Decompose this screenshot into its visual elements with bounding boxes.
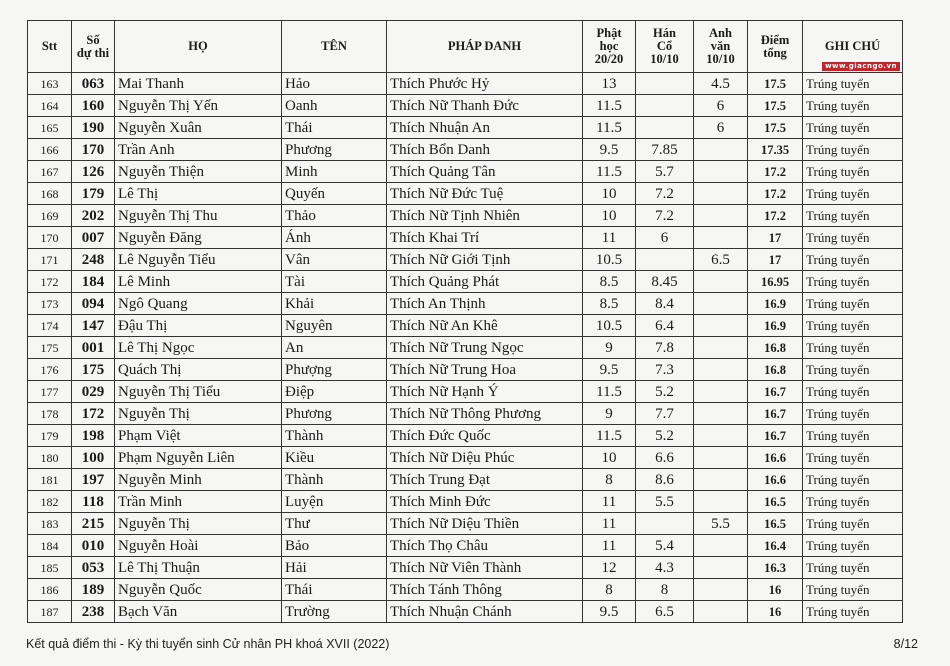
cell-ho: Ngô Quang: [115, 293, 282, 315]
table-row: [28, 359, 903, 381]
cell-ten: Luyện: [282, 491, 387, 513]
cell-ho: Nguyễn Thiện: [115, 161, 282, 183]
cell-ho: Quách Thị: [115, 359, 282, 381]
cell-sbd: 197: [72, 469, 115, 491]
cell-diem-tong: 17: [748, 249, 803, 271]
cell-phap-danh: Thích Quảng Phát: [387, 271, 583, 293]
cell-diem-tong: 16.6: [748, 447, 803, 469]
cell-stt: 164: [28, 95, 72, 117]
cell-sbd: 053: [72, 557, 115, 579]
cell-phat-hoc: 8.5: [583, 271, 636, 293]
cell-phap-danh: Thích Phước Hỷ: [387, 73, 583, 95]
cell-ho: Lê Thị: [115, 183, 282, 205]
cell-diem-tong: 16.9: [748, 293, 803, 315]
cell-ho: Nguyễn Quốc: [115, 579, 282, 601]
table-row: [28, 513, 903, 535]
cell-phap-danh: Thích Minh Đức: [387, 491, 583, 513]
cell-ten: Vân: [282, 249, 387, 271]
cell-anh-van: [694, 601, 748, 623]
cell-phat-hoc: 9: [583, 337, 636, 359]
cell-phap-danh: Thích Nữ Đức Tuệ: [387, 183, 583, 205]
cell-ho: Nguyễn Đăng: [115, 227, 282, 249]
table-row: [28, 601, 903, 623]
cell-han-co: 6.6: [636, 447, 694, 469]
header-han-co: Hán Cổ 10/10: [636, 21, 694, 73]
cell-sbd: 215: [72, 513, 115, 535]
cell-phap-danh: Thích Nữ Thông Phương: [387, 403, 583, 425]
cell-diem-tong: 16.5: [748, 491, 803, 513]
cell-ghi-chu: Trúng tuyển: [803, 557, 903, 579]
cell-stt: 184: [28, 535, 72, 557]
cell-phap-danh: Thích Bổn Danh: [387, 139, 583, 161]
cell-ho: Nguyễn Xuân: [115, 117, 282, 139]
table-row: [28, 579, 903, 601]
cell-han-co: 4.3: [636, 557, 694, 579]
cell-phap-danh: Thích Nhuận An: [387, 117, 583, 139]
cell-phat-hoc: 11.5: [583, 117, 636, 139]
cell-diem-tong: 17.5: [748, 95, 803, 117]
table-row: [28, 205, 903, 227]
cell-phat-hoc: 11.5: [583, 425, 636, 447]
cell-phap-danh: Thích Nữ Trung Ngọc: [387, 337, 583, 359]
cell-phap-danh: Thích Nhuận Chánh: [387, 601, 583, 623]
cell-anh-van: [694, 205, 748, 227]
cell-ten: Ánh: [282, 227, 387, 249]
cell-han-co: [636, 95, 694, 117]
cell-ghi-chu: Trúng tuyển: [803, 249, 903, 271]
cell-ho: Lê Minh: [115, 271, 282, 293]
cell-diem-tong: 17.5: [748, 73, 803, 95]
cell-sbd: 189: [72, 579, 115, 601]
cell-stt: 181: [28, 469, 72, 491]
cell-ten: Khải: [282, 293, 387, 315]
cell-ghi-chu: Trúng tuyển: [803, 381, 903, 403]
cell-stt: 180: [28, 447, 72, 469]
cell-phap-danh: Thích Nữ Trung Hoa: [387, 359, 583, 381]
cell-han-co: 6.4: [636, 315, 694, 337]
cell-ghi-chu: Trúng tuyển: [803, 293, 903, 315]
cell-anh-van: 6.5: [694, 249, 748, 271]
table-row: [28, 95, 903, 117]
cell-ghi-chu: Trúng tuyển: [803, 579, 903, 601]
cell-diem-tong: 17.5: [748, 117, 803, 139]
cell-diem-tong: 16: [748, 601, 803, 623]
cell-sbd: 160: [72, 95, 115, 117]
cell-ten: Điệp: [282, 381, 387, 403]
table-row: [28, 117, 903, 139]
cell-phat-hoc: 8: [583, 579, 636, 601]
cell-ho: Nguyễn Thị Thu: [115, 205, 282, 227]
cell-ho: Nguyễn Minh: [115, 469, 282, 491]
table-row: [28, 249, 903, 271]
cell-phap-danh: Thích Nữ Giới Tịnh: [387, 249, 583, 271]
cell-ghi-chu: Trúng tuyển: [803, 161, 903, 183]
cell-ten: Hải: [282, 557, 387, 579]
cell-phat-hoc: 13: [583, 73, 636, 95]
cell-stt: 178: [28, 403, 72, 425]
cell-diem-tong: 16.4: [748, 535, 803, 557]
cell-sbd: 172: [72, 403, 115, 425]
cell-ten: Thành: [282, 469, 387, 491]
header-ten: TÊN: [282, 21, 387, 73]
footer-caption: Kết quả điểm thi - Kỳ thi tuyển sinh Cử nhân PH khoá XVII (2022): [26, 637, 390, 651]
cell-phat-hoc: 10.5: [583, 315, 636, 337]
cell-han-co: 5.4: [636, 535, 694, 557]
cell-anh-van: [694, 381, 748, 403]
table-row: [28, 557, 903, 579]
cell-ho: Bạch Văn: [115, 601, 282, 623]
cell-anh-van: [694, 359, 748, 381]
cell-phat-hoc: 9.5: [583, 601, 636, 623]
cell-phat-hoc: 8.5: [583, 293, 636, 315]
watermark-badge: www.giacngo.vn: [822, 62, 900, 71]
cell-stt: 187: [28, 601, 72, 623]
cell-ghi-chu: Trúng tuyển: [803, 513, 903, 535]
cell-phat-hoc: 10: [583, 447, 636, 469]
cell-anh-van: [694, 315, 748, 337]
cell-anh-van: [694, 139, 748, 161]
cell-ho: Trần Minh: [115, 491, 282, 513]
cell-anh-van: 6: [694, 117, 748, 139]
cell-anh-van: 6: [694, 95, 748, 117]
cell-ho: Lê Nguyễn Tiểu: [115, 249, 282, 271]
cell-phap-danh: Thích Quảng Tân: [387, 161, 583, 183]
cell-phat-hoc: 9.5: [583, 139, 636, 161]
cell-sbd: 126: [72, 161, 115, 183]
cell-ho: Nguyễn Hoài: [115, 535, 282, 557]
table-row: [28, 73, 903, 95]
cell-anh-van: [694, 293, 748, 315]
cell-anh-van: [694, 227, 748, 249]
cell-diem-tong: 16.9: [748, 315, 803, 337]
cell-anh-van: 5.5: [694, 513, 748, 535]
cell-stt: 186: [28, 579, 72, 601]
cell-ho: Lê Thị Thuận: [115, 557, 282, 579]
cell-stt: 182: [28, 491, 72, 513]
table-body: [28, 73, 903, 623]
cell-ho: Phạm Nguyễn Liên: [115, 447, 282, 469]
cell-anh-van: [694, 491, 748, 513]
cell-han-co: 6: [636, 227, 694, 249]
cell-anh-van: [694, 425, 748, 447]
cell-han-co: 7.3: [636, 359, 694, 381]
cell-phap-danh: Thích Trung Đạt: [387, 469, 583, 491]
cell-sbd: 179: [72, 183, 115, 205]
cell-sbd: 198: [72, 425, 115, 447]
cell-stt: 174: [28, 315, 72, 337]
header-anh-van: Anh văn 10/10: [694, 21, 748, 73]
cell-han-co: [636, 117, 694, 139]
cell-anh-van: [694, 579, 748, 601]
cell-phap-danh: Thích Tánh Thông: [387, 579, 583, 601]
header-phap-danh: PHÁP DANH: [387, 21, 583, 73]
cell-han-co: 5.2: [636, 425, 694, 447]
header-row: [28, 21, 903, 73]
cell-phat-hoc: 11.5: [583, 381, 636, 403]
cell-ten: Tài: [282, 271, 387, 293]
cell-ten: Phương: [282, 139, 387, 161]
header-ghi-chu: GHI CHÚ www.giacngo.vn: [803, 21, 903, 73]
table-row: [28, 337, 903, 359]
cell-ghi-chu: Trúng tuyển: [803, 227, 903, 249]
cell-sbd: 029: [72, 381, 115, 403]
cell-phat-hoc: 11: [583, 535, 636, 557]
cell-diem-tong: 17.2: [748, 205, 803, 227]
cell-ghi-chu: Trúng tuyển: [803, 601, 903, 623]
cell-ho: Đậu Thị: [115, 315, 282, 337]
cell-han-co: 7.8: [636, 337, 694, 359]
cell-stt: 183: [28, 513, 72, 535]
cell-sbd: 238: [72, 601, 115, 623]
cell-stt: 165: [28, 117, 72, 139]
cell-han-co: 8.4: [636, 293, 694, 315]
cell-ten: Thành: [282, 425, 387, 447]
cell-stt: 172: [28, 271, 72, 293]
cell-ghi-chu: Trúng tuyển: [803, 205, 903, 227]
table-row: [28, 227, 903, 249]
cell-ho: Nguyễn Thị Tiểu: [115, 381, 282, 403]
cell-anh-van: [694, 183, 748, 205]
cell-phat-hoc: 11: [583, 513, 636, 535]
cell-han-co: 5.7: [636, 161, 694, 183]
cell-sbd: 007: [72, 227, 115, 249]
table-row: [28, 425, 903, 447]
cell-diem-tong: 16.3: [748, 557, 803, 579]
cell-ho: Mai Thanh: [115, 73, 282, 95]
cell-han-co: 7.85: [636, 139, 694, 161]
cell-phat-hoc: 11.5: [583, 161, 636, 183]
cell-phap-danh: Thích Nữ An Khê: [387, 315, 583, 337]
cell-ho: Trần Anh: [115, 139, 282, 161]
cell-han-co: 6.5: [636, 601, 694, 623]
cell-sbd: 190: [72, 117, 115, 139]
cell-stt: 170: [28, 227, 72, 249]
cell-phat-hoc: 11: [583, 227, 636, 249]
cell-phap-danh: Thích Nữ Viên Thành: [387, 557, 583, 579]
cell-han-co: 5.2: [636, 381, 694, 403]
cell-phap-danh: Thích Khai Trí: [387, 227, 583, 249]
cell-ten: Phương: [282, 403, 387, 425]
results-sheet: [27, 20, 903, 623]
cell-ghi-chu: Trúng tuyển: [803, 73, 903, 95]
cell-sbd: 202: [72, 205, 115, 227]
cell-sbd: 100: [72, 447, 115, 469]
cell-phap-danh: Thích Nữ Diệu Thiền: [387, 513, 583, 535]
cell-ten: Oanh: [282, 95, 387, 117]
cell-ten: Quyến: [282, 183, 387, 205]
cell-ten: Thảo: [282, 205, 387, 227]
cell-ten: Thái: [282, 117, 387, 139]
cell-diem-tong: 16: [748, 579, 803, 601]
cell-diem-tong: 17.2: [748, 161, 803, 183]
cell-anh-van: [694, 337, 748, 359]
cell-sbd: 010: [72, 535, 115, 557]
results-table: [27, 20, 903, 623]
cell-han-co: [636, 249, 694, 271]
cell-ghi-chu: Trúng tuyển: [803, 425, 903, 447]
table-row: [28, 139, 903, 161]
header-ho: HỌ: [115, 21, 282, 73]
cell-diem-tong: 16.5: [748, 513, 803, 535]
cell-han-co: 5.5: [636, 491, 694, 513]
cell-anh-van: [694, 161, 748, 183]
cell-ten: Hảo: [282, 73, 387, 95]
cell-phap-danh: Thích Đức Quốc: [387, 425, 583, 447]
cell-phat-hoc: 11: [583, 491, 636, 513]
cell-han-co: 7.2: [636, 205, 694, 227]
cell-diem-tong: 16.7: [748, 425, 803, 447]
cell-diem-tong: 16.8: [748, 337, 803, 359]
cell-phat-hoc: 10: [583, 205, 636, 227]
cell-diem-tong: 17: [748, 227, 803, 249]
cell-phap-danh: Thích Nữ Hạnh Ý: [387, 381, 583, 403]
cell-sbd: 118: [72, 491, 115, 513]
cell-phat-hoc: 9: [583, 403, 636, 425]
cell-sbd: 063: [72, 73, 115, 95]
cell-anh-van: [694, 557, 748, 579]
cell-stt: 185: [28, 557, 72, 579]
cell-phat-hoc: 10: [583, 183, 636, 205]
table-row: [28, 161, 903, 183]
cell-stt: 177: [28, 381, 72, 403]
cell-stt: 176: [28, 359, 72, 381]
cell-phat-hoc: 9.5: [583, 359, 636, 381]
cell-diem-tong: 17.2: [748, 183, 803, 205]
cell-ghi-chu: Trúng tuyển: [803, 271, 903, 293]
table-row: [28, 293, 903, 315]
cell-ten: Bảo: [282, 535, 387, 557]
cell-anh-van: [694, 447, 748, 469]
cell-sbd: 248: [72, 249, 115, 271]
cell-ten: An: [282, 337, 387, 359]
cell-stt: 169: [28, 205, 72, 227]
cell-phap-danh: Thích An Thịnh: [387, 293, 583, 315]
cell-diem-tong: 17.35: [748, 139, 803, 161]
cell-ghi-chu: Trúng tuyển: [803, 95, 903, 117]
cell-ho: Nguyễn Thị: [115, 403, 282, 425]
cell-diem-tong: 16.8: [748, 359, 803, 381]
cell-ghi-chu: Trúng tuyển: [803, 491, 903, 513]
cell-sbd: 001: [72, 337, 115, 359]
cell-stt: 167: [28, 161, 72, 183]
cell-sbd: 094: [72, 293, 115, 315]
cell-diem-tong: 16.6: [748, 469, 803, 491]
table-row: [28, 403, 903, 425]
cell-ten: Trường: [282, 601, 387, 623]
cell-phap-danh: Thích Nữ Tịnh Nhiên: [387, 205, 583, 227]
cell-phap-danh: Thích Nữ Diệu Phúc: [387, 447, 583, 469]
table-row: [28, 447, 903, 469]
cell-phap-danh: Thích Nữ Thanh Đức: [387, 95, 583, 117]
cell-ten: Minh: [282, 161, 387, 183]
table-row: [28, 469, 903, 491]
cell-ho: Lê Thị Ngọc: [115, 337, 282, 359]
cell-ghi-chu: Trúng tuyển: [803, 183, 903, 205]
header-sbd: Số dự thi: [72, 21, 115, 73]
table-row: [28, 491, 903, 513]
cell-phat-hoc: 10.5: [583, 249, 636, 271]
cell-ho: Nguyễn Thị: [115, 513, 282, 535]
cell-ten: Thư: [282, 513, 387, 535]
cell-phat-hoc: 12: [583, 557, 636, 579]
cell-stt: 166: [28, 139, 72, 161]
cell-ho: Nguyễn Thị Yến: [115, 95, 282, 117]
cell-sbd: 170: [72, 139, 115, 161]
cell-stt: 173: [28, 293, 72, 315]
cell-anh-van: [694, 271, 748, 293]
table-row: [28, 183, 903, 205]
cell-ho: Phạm Việt: [115, 425, 282, 447]
cell-diem-tong: 16.7: [748, 381, 803, 403]
cell-ten: Phượng: [282, 359, 387, 381]
cell-anh-van: [694, 469, 748, 491]
header-phat-hoc: Phật học 20/20: [583, 21, 636, 73]
table-row: [28, 535, 903, 557]
cell-diem-tong: 16.7: [748, 403, 803, 425]
cell-diem-tong: 16.95: [748, 271, 803, 293]
cell-phat-hoc: 8: [583, 469, 636, 491]
cell-anh-van: 4.5: [694, 73, 748, 95]
table-row: [28, 315, 903, 337]
cell-han-co: 8: [636, 579, 694, 601]
cell-han-co: 8.6: [636, 469, 694, 491]
cell-phat-hoc: 11.5: [583, 95, 636, 117]
cell-ghi-chu: Trúng tuyển: [803, 337, 903, 359]
cell-stt: 163: [28, 73, 72, 95]
cell-ghi-chu: Trúng tuyển: [803, 535, 903, 557]
cell-han-co: [636, 513, 694, 535]
cell-ten: Nguyên: [282, 315, 387, 337]
cell-sbd: 175: [72, 359, 115, 381]
cell-stt: 168: [28, 183, 72, 205]
cell-han-co: 7.7: [636, 403, 694, 425]
cell-ten: Kiều: [282, 447, 387, 469]
cell-ghi-chu: Trúng tuyển: [803, 117, 903, 139]
cell-han-co: 8.45: [636, 271, 694, 293]
cell-stt: 175: [28, 337, 72, 359]
page-number: 8/12: [893, 637, 918, 651]
cell-ghi-chu: Trúng tuyển: [803, 359, 903, 381]
table-row: [28, 271, 903, 293]
cell-ghi-chu: Trúng tuyển: [803, 315, 903, 337]
cell-han-co: 7.2: [636, 183, 694, 205]
cell-ghi-chu: Trúng tuyển: [803, 403, 903, 425]
cell-ghi-chu: Trúng tuyển: [803, 469, 903, 491]
cell-ten: Thái: [282, 579, 387, 601]
cell-ghi-chu: Trúng tuyển: [803, 139, 903, 161]
cell-stt: 171: [28, 249, 72, 271]
cell-han-co: [636, 73, 694, 95]
cell-anh-van: [694, 535, 748, 557]
header-stt: Stt: [28, 21, 72, 73]
cell-ghi-chu: Trúng tuyển: [803, 447, 903, 469]
cell-sbd: 184: [72, 271, 115, 293]
header-diem-tong: Điểm tổng: [748, 21, 803, 73]
cell-sbd: 147: [72, 315, 115, 337]
cell-phap-danh: Thích Thọ Châu: [387, 535, 583, 557]
cell-anh-van: [694, 403, 748, 425]
table-row: [28, 381, 903, 403]
cell-stt: 179: [28, 425, 72, 447]
